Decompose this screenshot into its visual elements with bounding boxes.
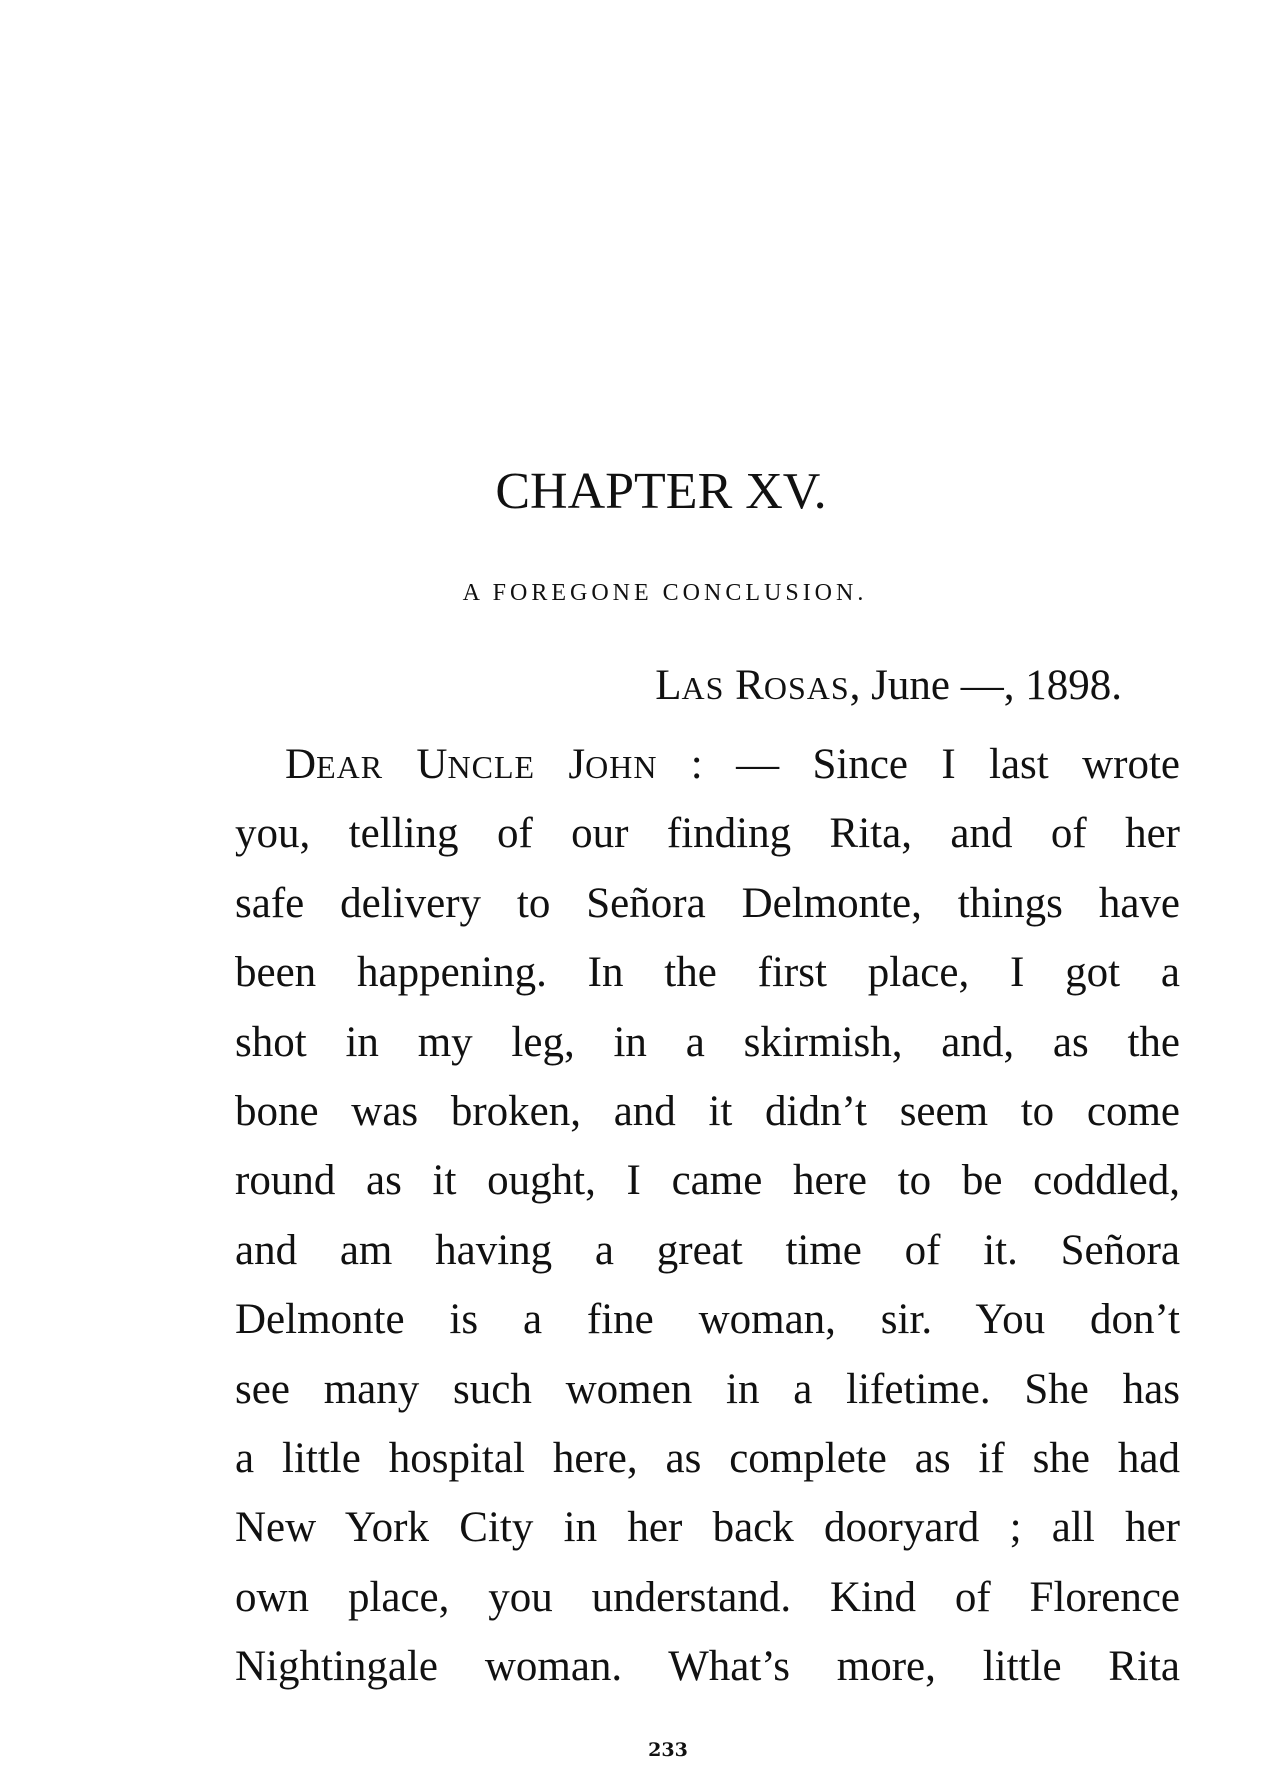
text-line: and am having a great time of it. Señora [235,1226,1180,1274]
chapter-subtitle: A FOREGONE CONCLUSION. [462,580,868,606]
text-line: been happening. In the first place, I got a [235,949,1180,997]
text-line: Nightingale woman. What’s more, little Rita [235,1643,1180,1691]
page-number: 233 [648,1739,688,1761]
salutation-line [235,730,1180,799]
text-line: safe delivery to Señora Delmonte, things have [235,879,1180,927]
salutation-initial: U [416,741,448,788]
text-line: bone was broken, and it didn’t seem to come [235,1087,1180,1135]
text-line: shot in my leg, in a skirmish, and, as the [235,1018,1180,1066]
text-line: Delmonte is a fine woman, sir. You don’t [235,1296,1180,1344]
letter-body [235,730,1180,1701]
text-line: round as it ought, I came here to be coddled, [235,1157,1180,1205]
letter-dateline [655,658,1122,716]
dateline-initial: R [735,662,764,709]
text-line: a little hospital here, as complete as if she had [235,1434,1180,1482]
salutation-smallcaps: OHN [585,749,658,785]
salutation-initial: J [568,741,586,788]
dateline-initial: L [655,662,682,709]
dateline-smallcaps: AS [681,670,725,706]
salutation-smallcaps: NCLE [447,749,536,785]
dateline-date: , June —, 1898. [849,662,1122,709]
salutation-punctuation: : — [657,741,813,788]
chapter-title: CHAPTER XV. [495,463,827,520]
text-line: own place, you understand. Kind of Florence [235,1573,1180,1621]
text-line: New York City in her back dooryard ; all her [235,1504,1180,1552]
dateline-smallcaps: OSAS [763,670,850,706]
text-line: see many such women in a lifetime. She has [235,1365,1180,1413]
salutation-continuation: Since I last wrote [812,741,1180,788]
text-line: you, telling of our finding Rita, and of her [235,810,1180,858]
salutation-initial: D [285,741,317,788]
salutation-smallcaps: EAR [316,749,384,785]
